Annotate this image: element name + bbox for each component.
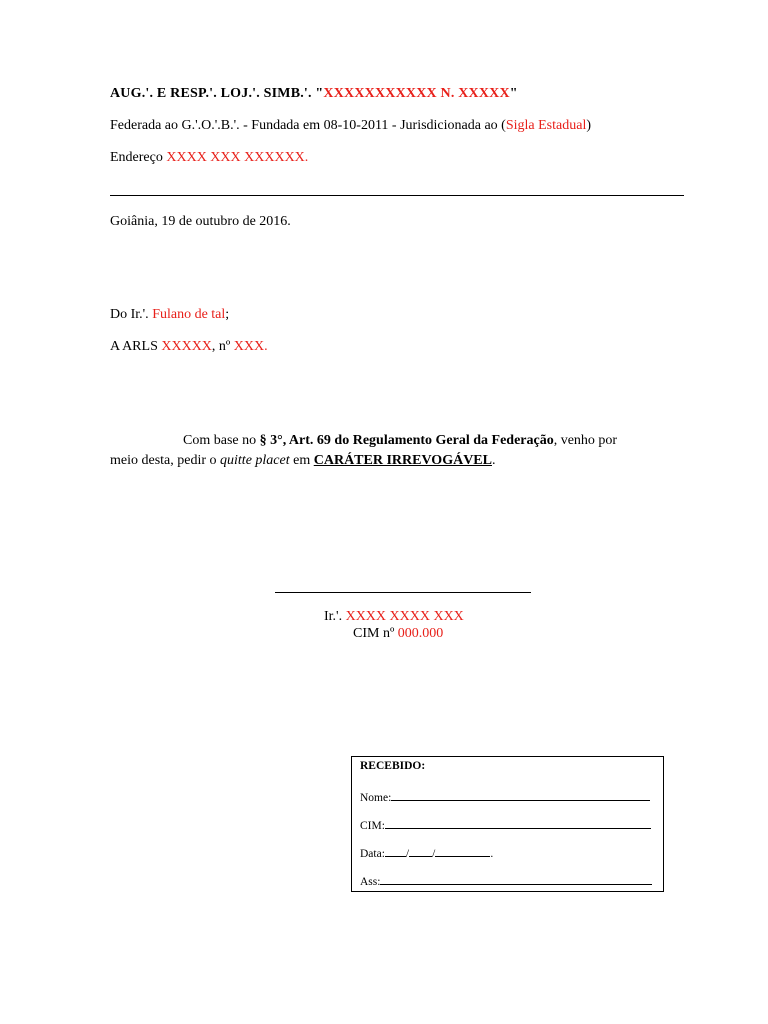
title-lodge: XXXXXXXXXXX N. XXXXX <box>323 86 510 101</box>
body-bold-ref: § 3°, Art. 69 do Regulamento Geral da Federação <box>259 433 554 448</box>
title-prefix: AUG.'. E RESP.'. LOJ.'. SIMB.'. " <box>110 86 324 101</box>
receipt-ass-row <box>360 874 652 888</box>
address-value: XXXX XXX XXXXXX. <box>166 150 309 165</box>
receipt-nome-field[interactable] <box>391 790 650 801</box>
federation-line <box>110 118 591 134</box>
receipt-nome-label: Nome: <box>360 792 392 804</box>
receipt-cim-label: CIM: <box>360 820 385 832</box>
receipt-cim-row <box>360 818 651 832</box>
receipt-box <box>351 756 664 892</box>
body-italic-term: quitte placet <box>220 453 290 468</box>
signature-name-line <box>324 609 464 625</box>
receipt-month-field[interactable] <box>409 846 432 857</box>
to-suffix: . <box>264 339 268 354</box>
body-line-1 <box>183 433 617 449</box>
receipt-cim-field[interactable] <box>385 818 651 829</box>
federation-suffix: ) <box>586 118 592 133</box>
receipt-nome-row <box>360 790 650 804</box>
to-middle: , nº <box>211 339 234 354</box>
to-prefix: A ARLS <box>110 339 162 354</box>
signature-cim-line <box>353 626 443 642</box>
body-line-2 <box>110 453 495 469</box>
receipt-data-end: . <box>490 848 494 860</box>
receipt-data-sep1: / <box>405 848 410 860</box>
signature-ir-prefix: Ir.'. <box>324 609 346 624</box>
date-line: Goiânia, 19 de outubro de 2016. <box>110 214 291 229</box>
body-part2: , venho por <box>553 433 618 448</box>
federation-prefix: Federada ao G.'.O.'.B.'. - Fundada em 08-10-2011 - Jurisdicionada ao ( <box>110 118 506 133</box>
receipt-year-field[interactable] <box>435 846 490 857</box>
address-label: Endereço <box>110 150 167 165</box>
to-line <box>110 339 268 355</box>
body-part3: meio desta, pedir o <box>110 453 221 468</box>
signature-cim-prefix: CIM nº <box>353 626 398 641</box>
receipt-day-field[interactable] <box>385 846 406 857</box>
to-number: XXX <box>233 339 265 354</box>
federation-state: Sigla Estadual <box>505 118 587 133</box>
from-prefix: Do Ir.'. <box>110 307 153 322</box>
receipt-data-sep2: / <box>432 848 436 860</box>
from-suffix: ; <box>225 307 230 322</box>
title-suffix: " <box>509 86 518 101</box>
letterhead-title <box>110 86 518 102</box>
body-part1: Com base no <box>183 433 260 448</box>
header-divider <box>110 195 684 196</box>
from-line <box>110 307 229 323</box>
address-line <box>110 150 308 166</box>
signature-cim-value: 000.000 <box>397 626 444 641</box>
receipt-data-row <box>360 846 493 860</box>
from-name: Fulano de tal <box>152 307 226 322</box>
body-bold-underline: CARÁTER IRREVOGÁVEL <box>313 453 492 468</box>
body-part5: . <box>491 453 496 468</box>
signature-ir-name: XXXX XXXX XXX <box>345 609 464 624</box>
to-lodge: XXXXX <box>161 339 212 354</box>
body-part4: em <box>289 453 314 468</box>
receipt-ass-field[interactable] <box>380 874 652 885</box>
receipt-ass-label: Ass: <box>360 876 381 888</box>
receipt-title: RECEBIDO: <box>360 760 426 772</box>
signature-line <box>275 592 531 593</box>
receipt-data-label: Data: <box>360 848 385 860</box>
